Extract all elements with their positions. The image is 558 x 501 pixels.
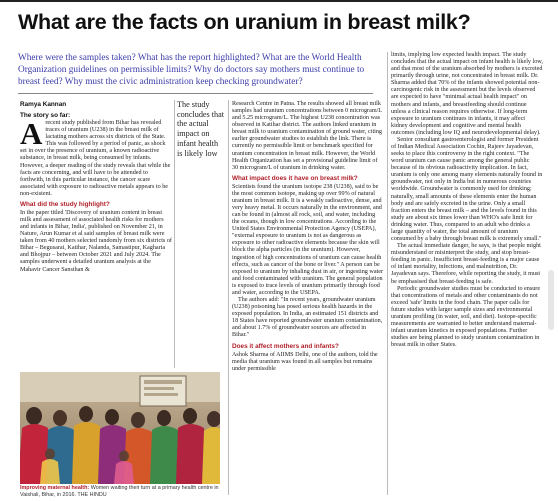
intro-text: recent study published from Bihar has revealed traces of uranium (U238) in the breast milk of lactating mothers across six districts of the State. This was followed by a period of panic, as shock set in over the presence of uranium, a known radioactive substance, in breast milk, being consumed by infants. However, a deeper reading of the study reveals that while the facts are concerning, and will have to be attended to forthwith, in this particular instance, the cancer scare associated with exposure to radioactive metals appears to be non-existent.	[20, 120, 171, 197]
photo-health-centre-queue	[20, 372, 220, 484]
kicker: The story so far:	[20, 112, 71, 119]
column-2	[232, 101, 384, 373]
column-3	[391, 52, 543, 349]
paragraph: limits, implying low expected health impact. The study concludes that the actual impact on infant health is likely low, and that most of the uranium absorbed by mothers is excreted primarily through urine, not concentrated in breast milk. Dr. Sharma added that 70% of the infants showed potential non-carcinogenic risk in the assessment but the levels observed are expected to have "minimal actual health impact" on mothers and infants, and breastfeeding should continue unless a clinical reason requires otherwise. If long-term exposure to uranium continues in infants, it may affect kidney development and cognitive and mental health outcomes (including low IQ and neurodevelopmental delay).	[391, 52, 543, 136]
paragraph: In the paper titled 'Discovery of uranium content in breast milk and assessment of associated health risks for mothers and infants in Bihar, India', published on November 21, in Nature, Arun Kumar et al said samples of breast milk were taken from 40 mothers selected randomly from six districts of Bihar – Begusarai, Katihar, Nalanda, Samastipur, Kagharia and Bhojpur – between October 2021 and July 2024. The samples underwent a detailed uranium analysis at the Mahavir Cancer Sansthan &	[20, 209, 172, 273]
paragraph: The actual immediate danger, he says, is that people might misunderstand or misinterpret the study, and stop breast-feeding in panic. Insufficient breast-feeding is a major cause of infant mortality, infections, and malnutrition, Dr. Jayadevan says. Therefore, while reporting the study, it must be emphasised that breast-feeding is safe.	[391, 243, 541, 285]
paragraph: Senior consultant gastroenterologist and former President of Indian Medical Association Cochin, Rajeev Jayadevan, seeks to place this controversy in the right context. "The word uranium can cause panic among the general public because of its obvious radioactivity implication. In fact, uranium is only one among many elements naturally found in groundwater, not only in India but in numerous countries worldwide. Groundwater is commonly used for drinking; naturally, small amounts of these elements enter the human body and are safely excreted in the urine. Only a small fraction enters the breast milk – and the levels found in this study are about six times lower than WHO's safe limit for drinking water. Thus, compared to an adult who drinks a large quantity of water, the total amount of uranium consumed by a baby through breast milk is extremely small."	[391, 136, 543, 243]
scrollbar[interactable]	[548, 270, 554, 330]
section-divider	[18, 93, 373, 94]
photo-caption	[20, 485, 230, 499]
paragraph: Ashok Sharma of AIIMS Delhi, one of the authors, told the media that uranium was found in all samples but remains under permissible	[232, 351, 378, 372]
column-rule	[228, 100, 229, 495]
paragraph: Periodic groundwater studies must be conducted to ensure that concentrations of metals and other contaminants do not exceed 'safe' limits in the food chain. The paper calls for future studies with larger sample sizes and environmental uranium profiling (in water, soil, and diet). Isotope-specific measurements are warranted to better understand maternal-infant uranium kinetics in exposed populations. Further studies are being planned to study uranium contamination in breast milk in other States.	[391, 285, 541, 349]
column-rule	[387, 52, 388, 495]
pull-quote: The study concludes that the actual impact on infant health is likely low	[177, 100, 225, 158]
paragraph: Scientists found the uranium isotope 238 (U238), said to be the most common isotope, making up over 99% of natural uranium in breast milk. It is a weakly radioactive, dense, and very heavy metal. It occurs naturally in the environment, and can be found in (almost all rock, soil, and water, including the oceans, though in low concentrations. According to the United States Environmental Protection Agency (USEPA), "external exposure to uranium is not as dangerous as exposure to other radioactive elements because the skin will block the alpha particles (in the uranium). However, ingestion of high concentrations of uranium can cause health effects, such as cancer of the bone or liver." A person can be exposed to uranium by inhaling dust in air, or ingesting water and food contaminated with uranium. The general population is exposed to trace levels of uranium primarily through food and water, according to the USEPA.	[232, 183, 384, 296]
caption-text: Women waiting their turn at a primary health centre in Vaishali, Bihar, in 2016. THE HINDU	[20, 485, 219, 498]
subhead-mothers-infants: Does it affect mothers and infants?	[232, 342, 339, 350]
paragraph: The authors add: "In recent years, groundwater uranium (U238) poisoning has posed serious health hazards in the exposed population. In India, an estimated 151 districts and 18 States have reported groundwater uranium contamination, and about 1.7% of groundwater sources are affected in Bihar."	[232, 297, 383, 339]
column-1	[20, 112, 172, 274]
paragraph: Research Centre in Patna. The results showed all breast milk samples had uranium concentrations between 0 microgram/L and 5.25 microgram/L. The highest U238 concentration was observed in Katihar district. The authors linked uranium in breast milk to uranium contamination of ground water, citing earlier groundwater studies to establish the link. There is currently no permissible limit or benchmark specified for uranium concentration in breast milk. However, the World Health Organization has set a provisional guideline limit of 30 microgram/L of uranium in drinking water.	[232, 101, 382, 171]
standfirst: Where were the samples taken? What has the report highlighted? What are the World Health Organization guidelines on permissible limits? Why do doctors say mothers must continue to breast feed? Why must the civic administration keep checking groundwater?	[18, 53, 365, 88]
top-rule	[0, 0, 558, 2]
subhead-study: What did the study highlight?	[20, 200, 110, 208]
intro-paragraph	[20, 116, 172, 198]
caption-lead: Improving maternal health:	[20, 485, 90, 491]
column-rule	[174, 100, 175, 368]
drop-cap: A	[20, 116, 43, 152]
subhead-impact: What impact does it have on breast milk?	[232, 174, 358, 182]
article-photo	[20, 372, 220, 484]
headline: What are the facts on uranium in breast milk?	[18, 10, 471, 34]
byline: Ramya Kannan	[20, 101, 67, 108]
